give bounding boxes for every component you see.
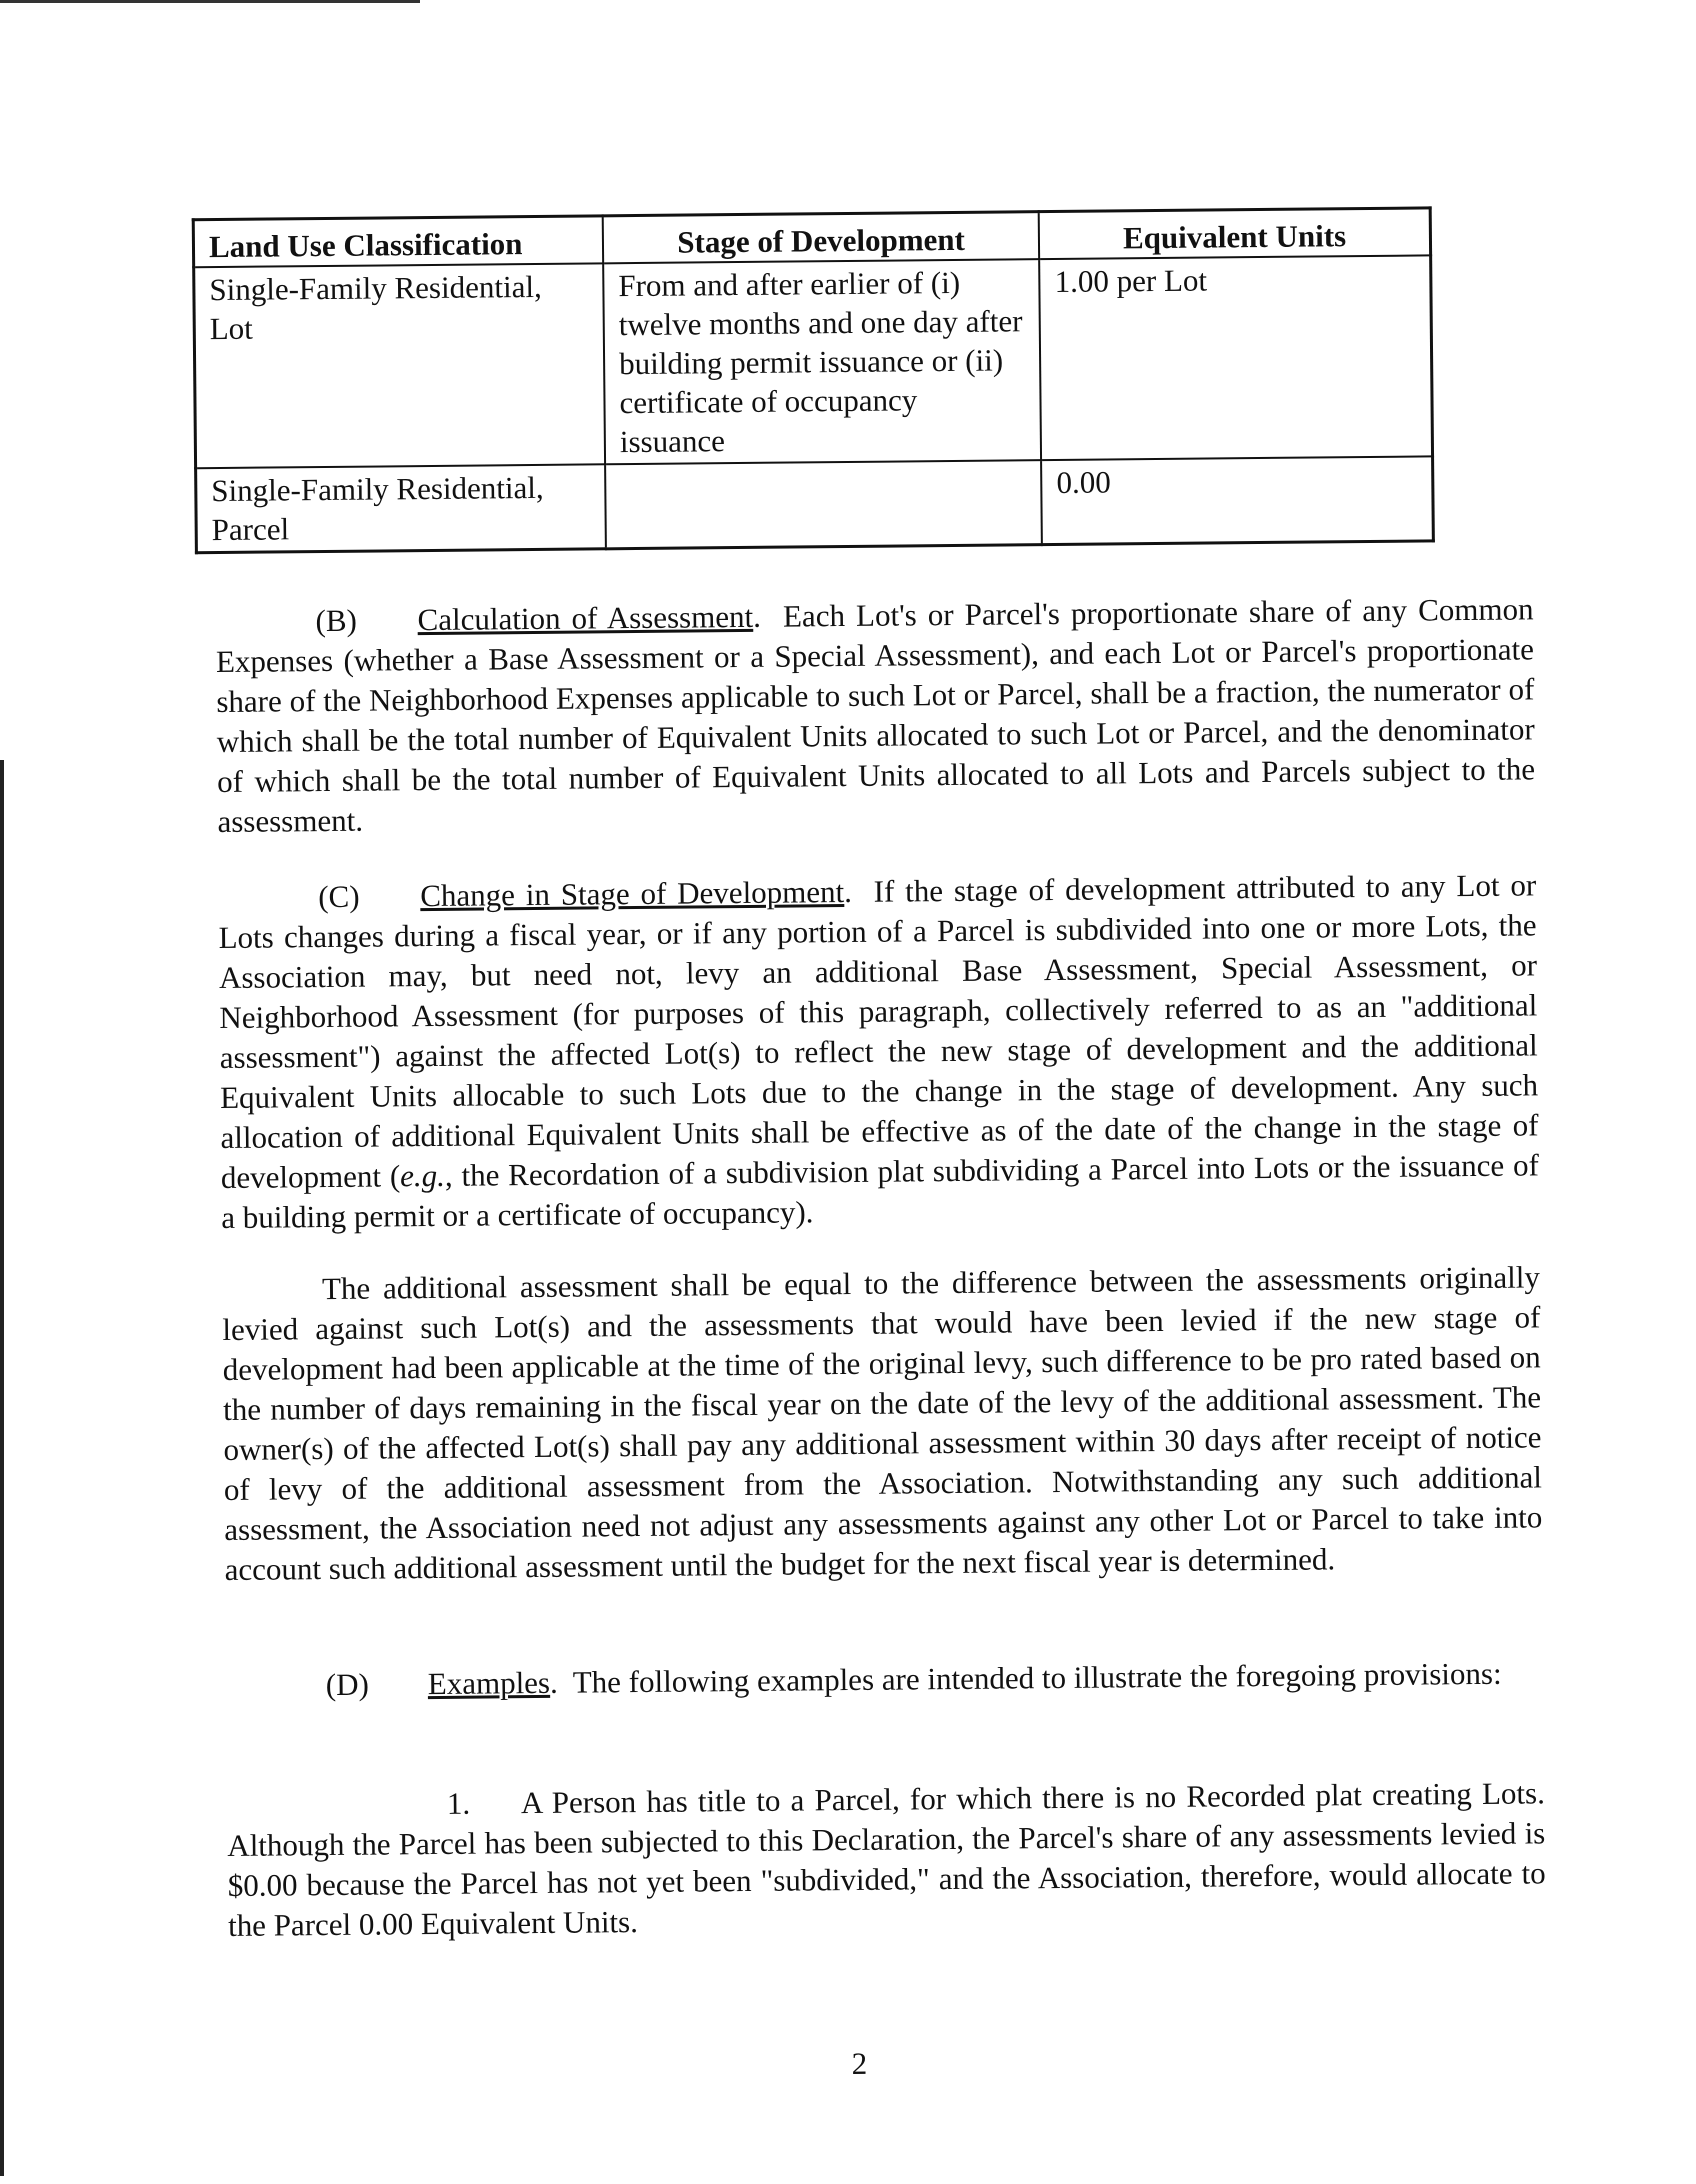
section-b-paragraph: (B) Calculation of Assessment. Each Lot's or Parcel's proportionate share of any Common Expenses (whether a Base Assessment or a Special Assessment), and each Lot or Parcel's proportionate share of the Neighborhood Expenses applicable to such Lot or Parcel, shall be a fraction, the numerator of which shall be the total number of Equivalent Units allocated to such Lot or Parcel, and the denominator of which shall be the total number of Equivalent Units allocated to all Lots and Parcels subject to the assessment. [215,591,1536,840]
section-c-text: If the stage of development attributed to any Lot or Lots changes during a fiscal year, or if any portion of a Parcel is subdivided into one or more Lots, the Association may, but need not, levy an additional Base Assessment, Special Assessment, or Neighborhood Assessment (for purposes of this paragraph, collectively referred to as an "additional assessment") against the affected Lot(s) to reflect the new stage of development and the additional Equivalent Units allocable to such Lots due to the change in the stage of development. Any such allocation of additional Equivalent Units shall be effective as of the date of the change in the stage of development ( [218,867,1539,1196]
cell-classification: Single-Family Residential, Parcel [196,464,606,552]
table-row [196,456,1434,552]
cell-units: 1.00 per Lot [1039,255,1432,460]
section-b-heading: Calculation of Assessment [417,598,754,638]
section-d-paragraph: (D) Examples. The following examples are intended to illustrate the foregoing provisions: [226,1653,1544,1706]
example-1-number: 1. [446,1785,471,1821]
section-c-paragraph: (C) Change in Stage of Development. If the stage of development attributed to any Lot or Lots changes during a fiscal year, or if any portion of a Parcel is subdivided into one or more Lots, the Association may, but need not, levy an additional Base Assessment, Special Assessment, or Neighborhood Assessment (for purposes of this paragraph, collectively referred to as an "additional assessment") against the affected Lot(s) to reflect the new stage of development and the additional Equivalent Units allocable to such Lots due to the change in the stage of development. Any such allocation of additional Equivalent Units shall be effective as of the date of the change in the stage of development (e.g., the Recordation of a subdivision plat subdividing a Parcel into Lots or the issuance of a building permit or a certificate of occupancy). [218,867,1540,1236]
header-land-use-classification: Land Use Classification [193,216,603,267]
scan-edge-top [0,0,420,3]
header-equivalent-units: Equivalent Units [1039,208,1431,259]
example-1-text: A Person has title to a Parcel, for which there is no Recorded plat creating Lots. Although the Parcel has been subjected to this Declaration, the Parcel's share of any assessments levied is $0.00 because the Parcel has not yet been "subdivided," and the Association, therefore, would allocate to the Parcel 0.00 Equivalent Units. [227,1775,1546,1943]
additional-assessment-paragraph [222,1257,1543,1590]
section-d-label: (D) [325,1666,370,1703]
section-c-heading: Change in Stage of Development [420,874,845,914]
cell-classification: Single-Family Residential, Lot [194,263,605,468]
cell-stage [605,460,1042,549]
section-b-text: Each Lot's or Parcel's proportionate share of any Common Expenses (whether a Base Assessment or a Special Assessment), and each Lot or Parcel's proportionate share of the Neighborhood Expenses applicable to such Lot or Parcel, shall be a fraction, the numerator of which shall be the total number of Equivalent Units allocated to such Lot or Parcel, and the denominator of which shall be the total number of Equivalent Units allocated to all Lots and Parcels subject to the assessment. [215,591,1536,840]
section-d-heading: Examples [427,1664,551,1702]
table-row [194,255,1433,468]
cell-stage: From and after earlier of (i) twelve months and one day after building permit issuance or (ii) certificate of occupancy issuance [603,259,1041,464]
section-c-text-end: , the Recordation of a subdivision plat subdividing a Parcel into Lots or the issuance of a building permit or a certificate of occupancy). [221,1147,1540,1236]
land-use-table [192,206,1435,554]
header-stage-of-development: Stage of Development [603,212,1040,264]
section-b-label: (B) [315,602,358,639]
cell-units: 0.00 [1041,456,1433,544]
section-c-label: (C) [318,878,360,915]
section-c-eg: e.g. [400,1157,446,1194]
section-d-text: The following examples are intended to illustrate the foregoing provisions: [572,1655,1502,1700]
example-1-paragraph [227,1773,1546,1946]
page-number: 2 [851,2045,868,2082]
additional-assessment-text: The additional assessment shall be equal to the difference between the assessments originally levied against such Lot(s) and the assessments that would have been levied if the new stage of development had been applicable at the time of the original levy, such difference to be pro rated based on the number of days remaining in the fiscal year on the date of the levy of the additional assessment. The owner(s) of the affected Lot(s) shall pay any additional assessment within 30 days after receipt of notice of levy of the additional assessment from the Association. Notwithstanding any such additional assessment, the Association need not adjust any assessments against any other Lot or Parcel to take into account such additional assessment until the budget for the next fiscal year is determined. [222,1259,1543,1588]
